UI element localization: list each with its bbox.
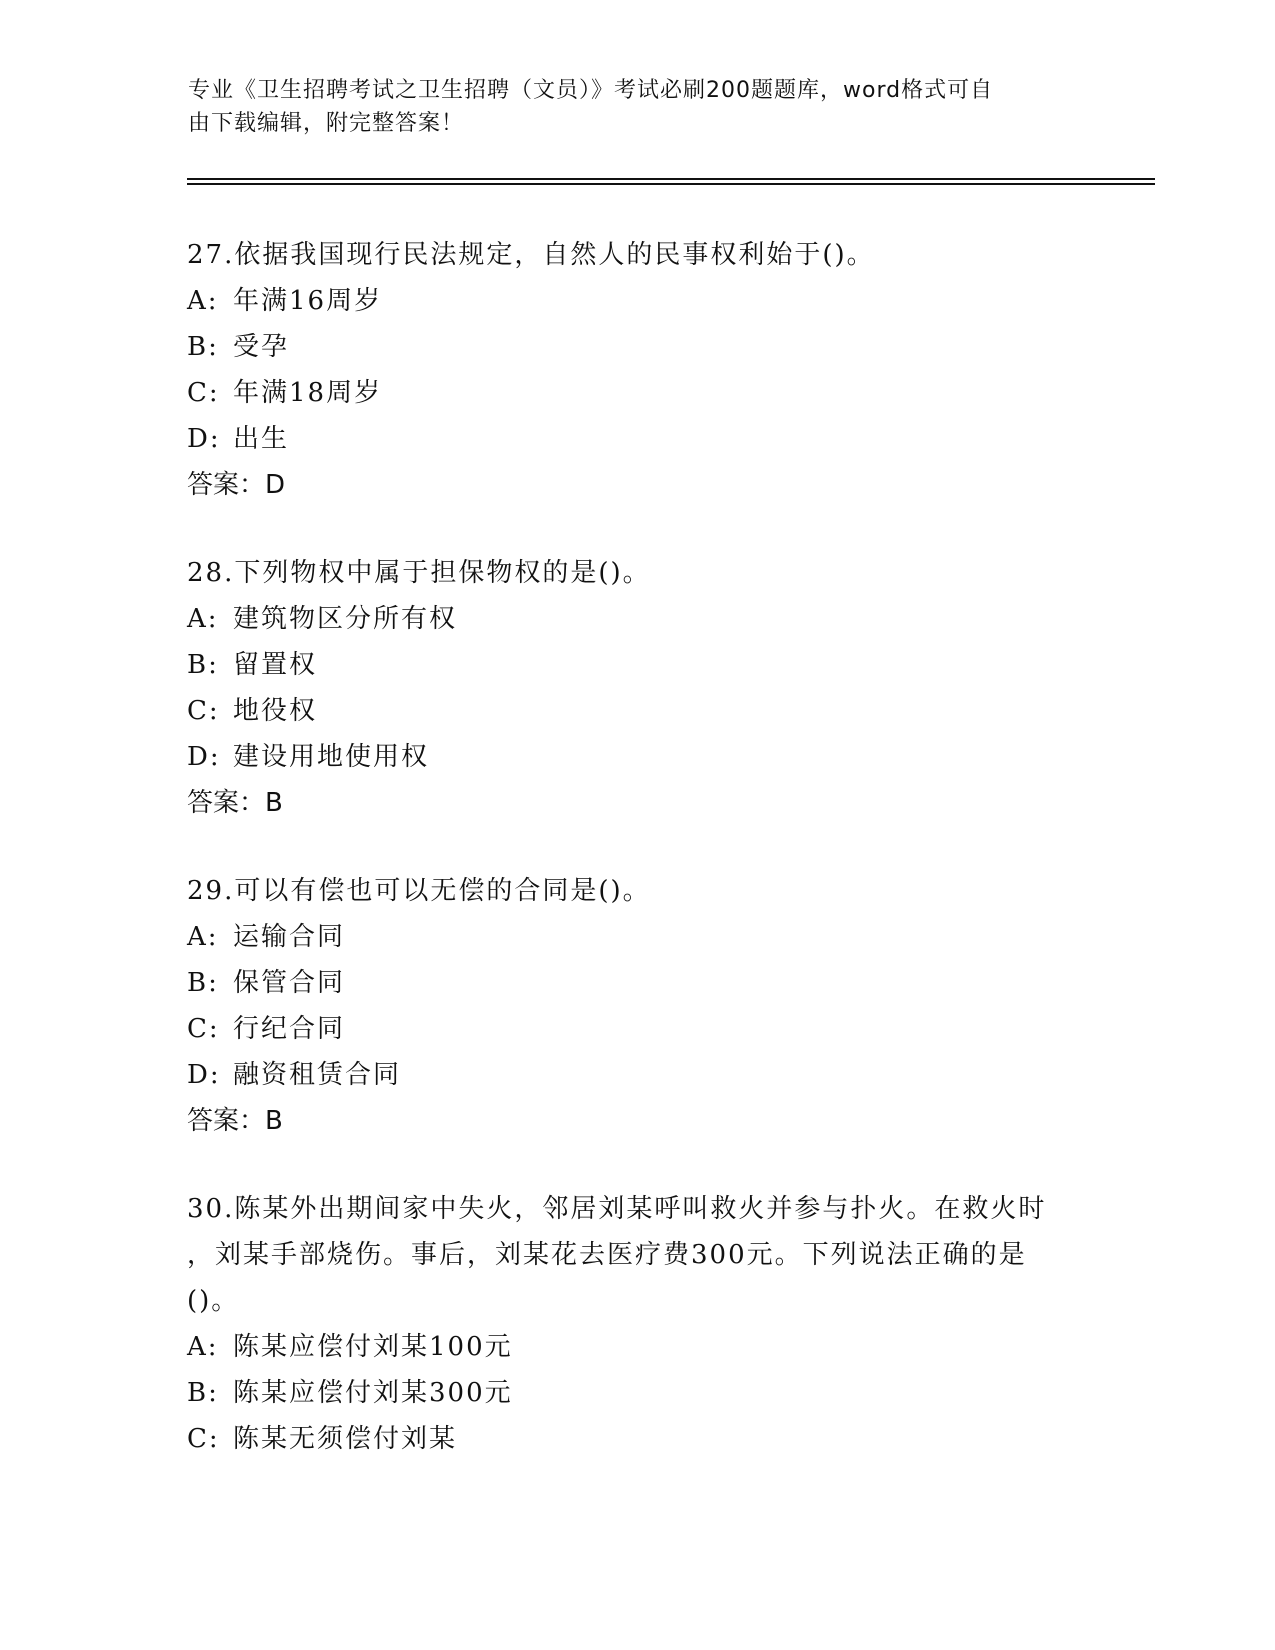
option-text: 地役权 xyxy=(233,696,318,726)
option-key: D: xyxy=(187,424,221,454)
header-divider-bottom xyxy=(187,183,1155,185)
option-key: B: xyxy=(187,968,219,998)
option-a xyxy=(187,596,1087,642)
option-b xyxy=(187,642,1087,688)
option-text: 建筑物区分所有权 xyxy=(233,604,458,634)
option-text: 留置权 xyxy=(233,650,318,680)
question-27 xyxy=(187,232,1087,508)
header-line-2: 由下载编辑，附完整答案！ xyxy=(188,111,465,136)
option-key: B: xyxy=(187,1378,219,1408)
question-stem-line-3: ()。 xyxy=(187,1286,240,1316)
option-text: 年满18周岁 xyxy=(233,378,383,408)
question-stem-line-2: ，刘某手部烧伤。事后，刘某花去医疗费300元。下列说法正确的是 xyxy=(187,1240,1027,1270)
header-line-1: 专业《卫生招聘考试之卫生招聘（文员）》考试必刷200题题库，word格式可自 xyxy=(188,78,994,103)
question-stem-line-1: 30.陈某外出期间家中失火，邻居刘某呼叫救火并参与扑火。在救火时 xyxy=(187,1194,1047,1224)
question-list xyxy=(187,232,1087,1504)
question-28 xyxy=(187,550,1087,826)
document-header xyxy=(188,74,1068,140)
question-29 xyxy=(187,868,1087,1144)
option-text: 行纪合同 xyxy=(233,1014,346,1044)
option-c xyxy=(187,370,1087,416)
option-key: B: xyxy=(187,332,219,362)
option-key: C: xyxy=(187,1014,220,1044)
answer-line: 答案：B xyxy=(187,1106,283,1136)
option-text: 保管合同 xyxy=(233,968,346,998)
option-d xyxy=(187,734,1087,780)
option-key: B: xyxy=(187,650,219,680)
option-key: A: xyxy=(187,1332,219,1362)
option-text: 年满16周岁 xyxy=(233,286,383,316)
option-a xyxy=(187,278,1087,324)
option-b xyxy=(187,1370,1087,1416)
option-text: 运输合同 xyxy=(233,922,346,952)
option-key: D: xyxy=(187,1060,221,1090)
option-text: 陈某应偿付刘某100元 xyxy=(233,1332,513,1362)
option-text: 陈某应偿付刘某300元 xyxy=(233,1378,513,1408)
option-a xyxy=(187,914,1087,960)
option-text: 受孕 xyxy=(233,332,290,362)
option-c xyxy=(187,1006,1087,1052)
option-c xyxy=(187,1416,1087,1462)
option-key: C: xyxy=(187,378,220,408)
option-d xyxy=(187,1052,1087,1098)
question-30 xyxy=(187,1186,1087,1462)
answer-line: 答案：D xyxy=(187,470,286,500)
option-d xyxy=(187,416,1087,462)
option-text: 建设用地使用权 xyxy=(233,742,430,772)
question-stem: 27.依据我国现行民法规定，自然人的民事权利始于()。 xyxy=(187,240,875,270)
question-stem: 29.可以有偿也可以无偿的合同是()。 xyxy=(187,876,651,906)
option-key: A: xyxy=(187,604,219,634)
option-key: A: xyxy=(187,922,219,952)
option-text: 出生 xyxy=(233,424,290,454)
option-key: A: xyxy=(187,286,219,316)
header-divider-top xyxy=(187,178,1155,180)
option-text: 融资租赁合同 xyxy=(233,1060,402,1090)
option-key: D: xyxy=(187,742,221,772)
question-stem: 28.下列物权中属于担保物权的是()。 xyxy=(187,558,651,588)
option-b xyxy=(187,324,1087,370)
option-b xyxy=(187,960,1087,1006)
option-text: 陈某无须偿付刘某 xyxy=(233,1424,458,1454)
answer-line: 答案：B xyxy=(187,788,283,818)
option-key: C: xyxy=(187,696,220,726)
option-c xyxy=(187,688,1087,734)
option-a xyxy=(187,1324,1087,1370)
option-key: C: xyxy=(187,1424,220,1454)
